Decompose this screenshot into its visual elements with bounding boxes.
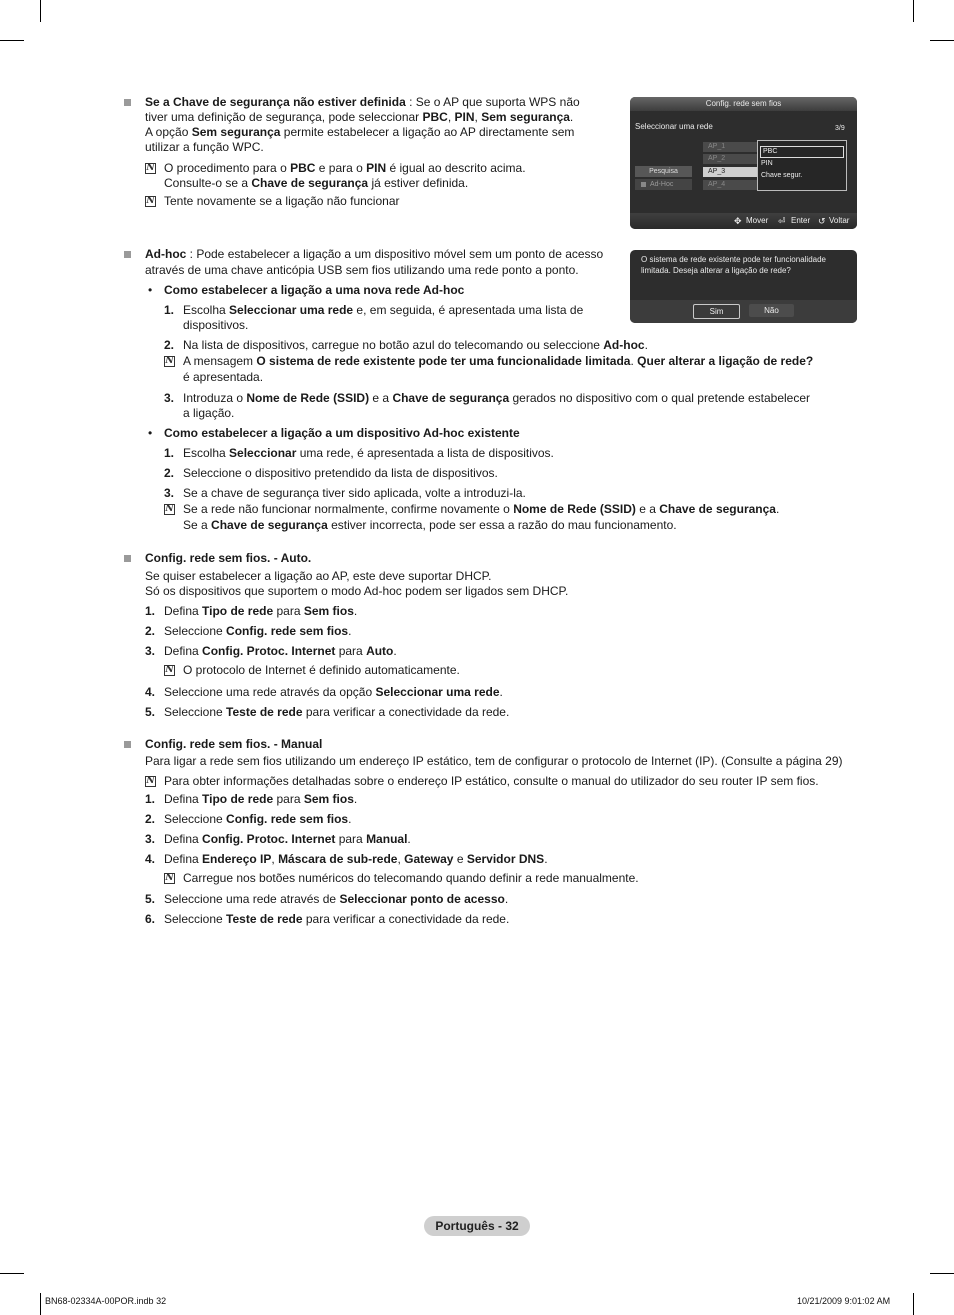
section-bullet-icon	[124, 251, 131, 258]
manual-step-2: Seleccione Config. rede sem fios.	[164, 812, 352, 826]
crop-mark	[913, 0, 914, 22]
step-number: 1.	[145, 604, 156, 618]
manual-step-1: Defina Tipo de rede para Sem fios.	[164, 792, 358, 806]
step-number: 1.	[145, 792, 156, 806]
enter-label: Enter	[791, 216, 811, 225]
manual-step-6: Seleccione Teste de rede para verificar a conectividade da rede.	[164, 912, 510, 926]
screen-title: Config. rede sem fios	[630, 97, 857, 111]
step-number: 3.	[164, 486, 175, 500]
wps-line-1: Se a Chave de segurança não estiver definida : Se o AP que suporta WPS não	[145, 95, 580, 109]
adhoc-existing-note-line-2: Se a Chave de segurança estiver incorrecta, pode ser essa a razão do mau funcionamento.	[183, 518, 677, 532]
note-icon: N	[146, 196, 155, 206]
step-number: 2.	[145, 812, 156, 826]
step-number: 3.	[145, 832, 156, 846]
wps-line-2: tiver uma definição de segurança, pode seleccionar PBC, PIN, Sem segurança.	[145, 110, 574, 124]
crop-mark	[913, 1293, 914, 1315]
yes-button[interactable]: Sim	[693, 304, 740, 319]
auto-step-4: Seleccione uma rede através da opção Seleccionar uma rede.	[164, 685, 503, 699]
note-icon: N	[146, 163, 155, 173]
step-number: 2.	[164, 338, 175, 352]
wps-line-3: A opção Sem segurança permite estabelecer a ligação ao AP directamente sem	[145, 125, 575, 139]
wps-note-1-line-2: Consulte-o se a Chave de segurança já estiver definida.	[164, 176, 469, 190]
adhoc-sub2-title: Como estabelecer a ligação a um dispositivo Ad-hoc existente	[164, 426, 520, 440]
crop-mark	[0, 1273, 24, 1274]
move-icon: ✥	[734, 216, 742, 226]
step-number: 4.	[145, 852, 156, 866]
step-number: 1.	[164, 303, 175, 317]
security-popup	[757, 140, 847, 191]
ap-item[interactable]: AP_1	[703, 142, 758, 152]
adhoc-step-1-line-2: dispositivos.	[183, 318, 249, 332]
step-number: 2.	[145, 624, 156, 638]
popup-item-security-key[interactable]: Chave segur.	[761, 172, 803, 179]
step-number: 5.	[145, 705, 156, 719]
screen-heading: Seleccionar uma rede	[635, 122, 713, 131]
crop-mark	[930, 1273, 954, 1274]
step-number: 1.	[164, 446, 175, 460]
manual-step-3: Defina Config. Protoc. Internet para Manual.	[164, 832, 411, 846]
section-bullet-icon	[124, 555, 131, 562]
ap-item[interactable]: AP_2	[703, 154, 758, 164]
network-select-screen	[630, 97, 857, 229]
dialog-message-line-2: limitada. Deseja alterar a ligação de rede?	[641, 266, 791, 275]
dialog-message-line-1: O sistema de rede existente pode ter funcionalidade	[641, 255, 827, 264]
note-icon: N	[165, 665, 174, 675]
screen-footer	[630, 213, 857, 229]
crop-mark	[40, 0, 41, 22]
adhoc-existing-note: Se a rede não funcionar normalmente, confirme novamente o Nome de Rede (SSID) e a Chave de segurança.	[183, 502, 780, 516]
crop-mark	[40, 1293, 41, 1315]
manual-note-1: Para obter informações detalhadas sobre o endereço IP estático, consulte o manual do utilizador do seu router IP sem fios.	[164, 774, 819, 788]
adhoc-note: A mensagem O sistema de rede existente pode ter uma funcionalidade limitada. Quer alterar a ligação de rede?	[183, 354, 814, 368]
adhoc-step-3: Introduza o Nome de Rede (SSID) e a Chave de segurança gerados no dispositivo com o qual pretende estabelecer	[183, 391, 811, 405]
manual-line-1: Para ligar a rede sem fios utilizando um endereço IP estático, tem de configurar o protocolo de Internet (IP). (Consulte a página 29)	[145, 754, 843, 768]
step-number: 5.	[145, 892, 156, 906]
adhoc-existing-step-1: Escolha Seleccionar uma rede, é apresentada a lista de dispositivos.	[183, 446, 554, 460]
section-bullet-icon	[124, 741, 131, 748]
page-number-badge: Português - 32	[424, 1216, 530, 1236]
popup-item-pbc[interactable]: PBC	[760, 146, 844, 158]
crop-mark	[0, 40, 24, 41]
auto-step-1: Defina Tipo de rede para Sem fios.	[164, 604, 358, 618]
enter-icon: ⏎	[778, 216, 786, 226]
adhoc-line-1: Ad-hoc : Pode estabelecer a ligação a um dispositivo móvel sem um ponto de acesso	[145, 247, 604, 261]
step-number: 3.	[164, 391, 175, 405]
adhoc-sub1-title: Como estabelecer a ligação a uma nova rede Ad-hoc	[164, 283, 465, 297]
wps-line-4: utilizar a função WPC.	[145, 140, 264, 154]
adhoc-line-2: através de uma chave anticópia USB sem fios utilizando uma rede ponto a ponto.	[145, 263, 579, 277]
auto-step-3: Defina Config. Protoc. Internet para Auto.	[164, 644, 397, 658]
manual-step-5: Seleccione uma rede através de Seleccionar ponto de acesso.	[164, 892, 509, 906]
section-bullet-icon	[124, 99, 131, 106]
return-icon: ↺	[818, 216, 826, 226]
popup-item-pin[interactable]: PIN	[761, 160, 773, 167]
auto-note: O protocolo de Internet é definido automaticamente.	[183, 663, 460, 677]
screen-counter: 3/9	[835, 125, 845, 132]
note-icon: N	[165, 504, 174, 514]
adhoc-note-line-2: é apresentada.	[183, 370, 264, 384]
return-label: Voltar	[829, 216, 850, 225]
step-number: 2.	[164, 466, 175, 480]
adhoc-step-3-line-2: a ligação.	[183, 406, 235, 420]
step-number: 6.	[145, 912, 156, 926]
auto-line-2: Só os dispositivos que suportem o modo Ad-hoc podem ser ligados sem DHCP.	[145, 584, 569, 598]
note-icon: N	[165, 873, 174, 883]
search-button[interactable]: Pesquisa	[635, 166, 692, 177]
step-number: 4.	[145, 685, 156, 699]
auto-line-1: Se quiser estabelecer a ligação ao AP, este deve suportar DHCP.	[145, 569, 492, 583]
blue-key-icon	[641, 182, 646, 187]
sub-bullet-icon: •	[148, 426, 153, 440]
adhoc-existing-step-2: Seleccione o dispositivo pretendido da lista de dispositivos.	[183, 466, 498, 480]
step-number: 3.	[145, 644, 156, 658]
no-button[interactable]: Não	[749, 304, 794, 317]
footer-file-name: BN68-02334A-00POR.indb 32	[45, 1296, 167, 1306]
note-icon: N	[146, 776, 155, 786]
auto-title: Config. rede sem fios. - Auto.	[145, 551, 312, 565]
wps-note-2: Tente novamente se a ligação não funcionar	[164, 194, 400, 208]
crop-mark	[930, 40, 954, 41]
adhoc-step-2: Na lista de dispositivos, carregue no botão azul do telecomando ou seleccione Ad-hoc.	[183, 338, 648, 352]
adhoc-step-1: Escolha Seleccionar uma rede e, em seguida, é apresentada uma lista de	[183, 303, 584, 317]
auto-step-2: Seleccione Config. rede sem fios.	[164, 624, 352, 638]
sub-bullet-icon: •	[148, 283, 153, 297]
adhoc-button[interactable]: Ad-Hoc	[635, 179, 692, 190]
adhoc-existing-step-3: Se a chave de segurança tiver sido aplicada, volte a introduzi-la.	[183, 486, 526, 500]
manual-title: Config. rede sem fios. - Manual	[145, 737, 323, 751]
ap-item-selected[interactable]: AP_3	[703, 167, 758, 177]
note-icon: N	[165, 356, 174, 366]
dialog-button-bar	[630, 300, 857, 323]
manual-step-4: Defina Endereço IP, Máscara de sub-rede, Gateway e Servidor DNS.	[164, 852, 548, 866]
move-label: Mover	[746, 216, 769, 225]
confirm-dialog-screen	[630, 250, 857, 323]
manual-note-2: Carregue nos botões numéricos do telecomando quando definir a rede manualmente.	[183, 871, 639, 885]
ap-item[interactable]: AP_4	[703, 180, 758, 190]
auto-step-5: Seleccione Teste de rede para verificar a conectividade da rede.	[164, 705, 510, 719]
footer-timestamp: 10/21/2009 9:01:02 AM	[797, 1296, 891, 1306]
wps-note-1: O procedimento para o PBC e para o PIN é igual ao descrito acima.	[164, 161, 526, 175]
